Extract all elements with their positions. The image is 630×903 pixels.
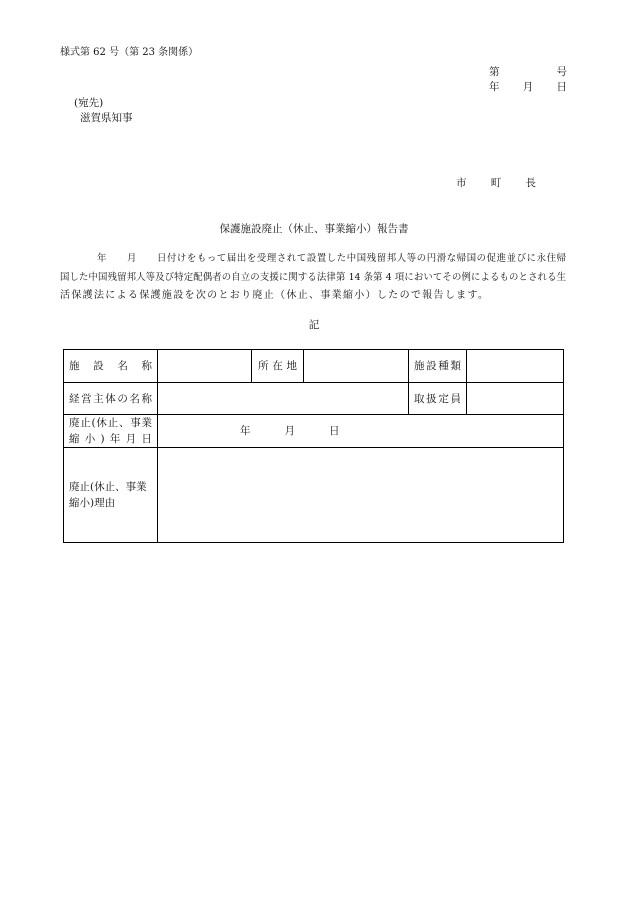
facility-report-table [63, 349, 564, 543]
location-label-cell [252, 350, 304, 383]
facility-name-label: 施 設 名 称 [69, 360, 152, 372]
closure-date-label-cell [64, 415, 158, 448]
capacity-label-cell [409, 383, 467, 415]
closure-date-day: 日 [329, 425, 340, 437]
facility-type-label-cell [409, 350, 467, 383]
closure-date-value-cell [158, 415, 564, 448]
capacity-value-cell [467, 383, 564, 415]
reference-date-month: 月 [522, 81, 534, 93]
body-text-line: 国した中国残留邦人等及び特定配偶者の自立の支援に関する法律第 14 条第 4 項においてその例によるものとされる生 [60, 272, 566, 283]
note-heading: 記 [308, 319, 320, 331]
reference-number-suffix: 号 [556, 66, 567, 78]
closure-reason-label-line: 廃止(休止、事業 [69, 481, 147, 493]
sender-town: 町 [490, 177, 502, 189]
facility-name-value-cell [158, 350, 252, 383]
body-text-line: 年 月 日付けをもって届出を受理されて設置した中国残留邦人等の円滑な帰国の促進並びに永住帰 [97, 253, 566, 264]
closure-date-value [163, 423, 558, 439]
addressee-label: (宛先) [74, 97, 104, 109]
operator-row [64, 383, 564, 415]
addressee-name: 滋賀県知事 [80, 112, 133, 124]
document-title: 保護施設廃止（休止、事業縮小）報告書 [219, 223, 409, 235]
closure-reason-label-line: 縮小)理由 [69, 497, 116, 509]
location-value-cell [304, 350, 409, 383]
facility-type-value-cell [467, 350, 564, 383]
facility-info-row [64, 350, 564, 383]
reference-date-year: 年 [489, 81, 500, 93]
form-number: 様式第 62 号（第 23 条関係） [60, 47, 199, 58]
closure-reason-label-cell [64, 448, 158, 543]
reference-date-day: 日 [556, 81, 567, 93]
location-label: 所在地 [258, 360, 297, 372]
closure-date-label-line: 廃止(休止、事業 [69, 417, 152, 429]
operator-name-label: 経営主体の名称 [69, 392, 152, 405]
operator-name-value-cell [158, 383, 409, 415]
closure-date-row [64, 415, 564, 448]
closure-reason-row [64, 448, 564, 543]
operator-name-label-cell [64, 383, 158, 415]
body-text-line: 活保護法による保護施設を次のとおり廃止（休止、事業縮小）したので報告します。 [60, 290, 488, 301]
closure-date-label-line: 縮小)年月日 [69, 433, 152, 445]
capacity-label: 取扱定員 [414, 392, 461, 405]
reference-date-line [489, 80, 567, 94]
sender-line [456, 176, 536, 190]
facility-name-label-cell [64, 350, 158, 383]
reference-number-line [489, 65, 567, 79]
closure-reason-value-cell [158, 448, 564, 543]
facility-type-label: 施設種類 [414, 360, 461, 372]
sender-head: 長 [525, 177, 536, 189]
closure-date-year: 年 [240, 425, 251, 437]
closure-date-month: 月 [284, 425, 295, 437]
sender-city: 市 [456, 177, 467, 189]
reference-number-prefix: 第 [489, 66, 500, 78]
